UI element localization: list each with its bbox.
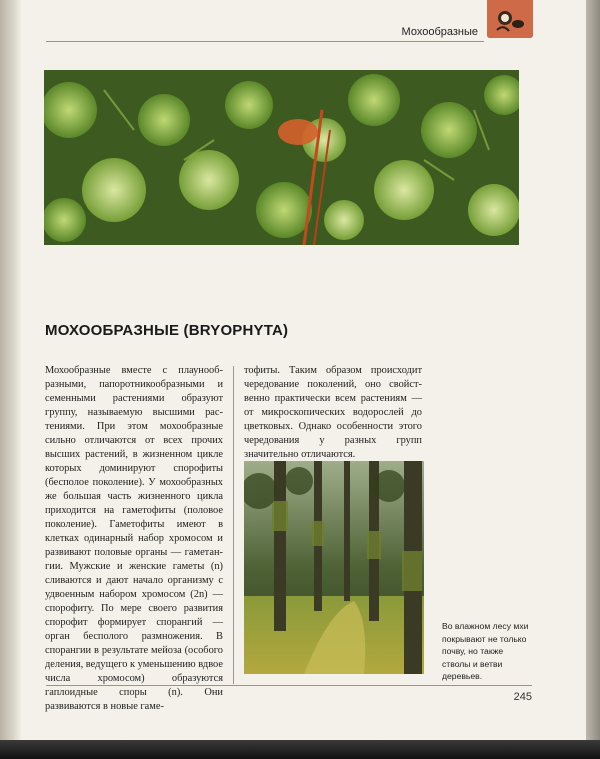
header-divider [46, 41, 484, 42]
mossy-forest-photo [244, 461, 424, 674]
page-edge [586, 0, 600, 759]
figure-caption: Во влажном лесу мхи покрывают не только почву, но также стволы и ветви деревьев. [442, 621, 529, 681]
text-column-left: Мохообразные вместе с плаунообразными, папоротникообразными и семенными растениями образуют группу, называемую высшими растениями. При этом мохообразные сильно отличаются от всех прочих высших растений, в жизненном цикле которых доминируют спорофиты (бесполое поколение). У мохообразных же большая часть жизненного цикла приходится на гаметофиты (половое поколение). Гаметофиты имеют в клетках одинарный набор хромосом и развивают половые органы — гаметангии. Мужские и женские гаметы (n) сливаются и дают начало организму с удвоенным набором хромосом (2n) — спорофиту. По мере своего развития спорофит формирует спорангий — орган бесполого размножения. В спорангии в результате мейоза (особого деления, ведущего к уменьшению вдвое числа хромосом) образуются гаплоидные споры (n). Они развиваются в новые гаме- [45, 365, 223, 712]
page-number: 245 [513, 691, 532, 703]
column-divider [233, 366, 234, 684]
section-thumb-icon [487, 0, 533, 38]
running-header: Мохообразные [401, 26, 478, 38]
moss-closeup-photo [44, 70, 519, 245]
scan-bottom-band [0, 740, 600, 759]
article-title: МОХООБРАЗНЫЕ (BRYOPHYTA) [45, 322, 289, 339]
page-gutter [0, 0, 22, 759]
text-column-right: тофиты. Таким образом происходит чередование поколений, оно свойственно практически всем растениям — от микроскопических водорослей до цветковых. Однако особенности этого чередования у разных групп значительно отличаются. [244, 365, 422, 460]
footer-divider [46, 685, 532, 686]
